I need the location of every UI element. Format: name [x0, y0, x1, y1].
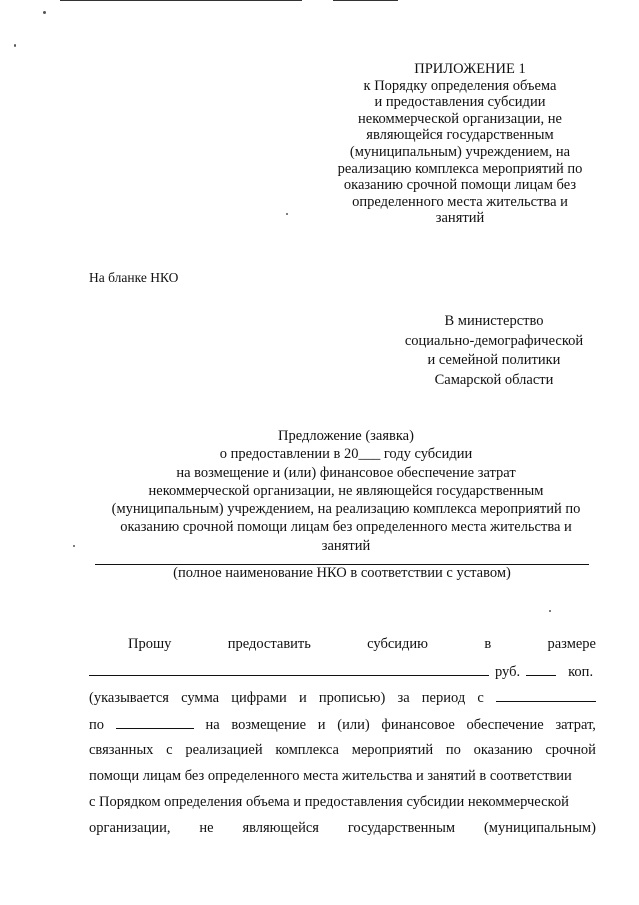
body-word: и	[317, 717, 326, 733]
body-word: период	[421, 690, 466, 706]
body-text-line: с Порядком определения объема и предоставления субсидии некоммерческой	[89, 794, 569, 810]
document-title	[88, 427, 604, 555]
kopeck-fill-line[interactable]	[526, 663, 556, 676]
title-line: (муниципальным) учреждением, на реализацию комплекса мероприятий по	[111, 501, 581, 518]
body-word: сумма	[181, 690, 220, 706]
body-word: на	[205, 717, 220, 733]
body-line-3	[89, 689, 596, 707]
body-word: не	[199, 820, 214, 836]
scan-speck	[73, 545, 75, 547]
period-start-fill-line[interactable]	[496, 689, 596, 702]
scan-speck	[549, 610, 551, 612]
body-word: возмещение	[231, 717, 307, 733]
addressee-line: и семейной политики	[427, 352, 561, 368]
addressee-line: социально-демографической	[404, 332, 584, 349]
appendix-header	[300, 61, 620, 227]
title-line: Предложение (заявка)	[278, 428, 414, 444]
appendix-line: к Порядку определения объема	[363, 77, 557, 94]
body-word: срочной	[545, 742, 596, 758]
body-word: (указывается	[89, 690, 169, 706]
appendix-line: оказанию срочной помощи лицам без	[343, 177, 577, 194]
appendix-line: определенного места жительства и	[352, 193, 568, 210]
addressee-block	[380, 312, 608, 390]
nko-name-caption: (полное наименование НКО в соответствии с уставом)	[173, 565, 511, 581]
body-text-line: помощи лицам без определенного места жительства и занятий в соответствии	[89, 768, 572, 784]
body-word: связанных	[89, 742, 154, 758]
body-word: финансовое	[381, 717, 455, 733]
body-word: оказанию	[473, 742, 533, 758]
body-line-6	[89, 768, 596, 785]
appendix-line: занятий	[435, 210, 485, 227]
appendix-heading: ПРИЛОЖЕНИЕ 1	[414, 61, 526, 77]
body-word: размере	[547, 636, 596, 652]
body-word: предоставить	[227, 636, 311, 652]
scan-speck	[286, 213, 288, 215]
body-word: организации,	[89, 820, 171, 836]
rub-label: руб.	[495, 664, 521, 680]
appendix-line: некоммерческой организации, не	[358, 110, 562, 127]
body-line-8	[89, 820, 596, 837]
body-word: являющейся	[242, 820, 319, 836]
body-word: с	[477, 690, 484, 706]
body-line-4	[89, 716, 596, 734]
body-line-2	[89, 663, 596, 681]
body-word: реализацией	[185, 742, 263, 758]
body-word: по	[445, 742, 461, 758]
title-line: занятий	[321, 537, 371, 554]
body-word: с	[166, 742, 173, 758]
body-word: цифрами	[231, 690, 287, 706]
scan-artifact-line	[60, 0, 302, 1]
body-word: по	[89, 717, 105, 733]
body-word: Прошу	[128, 636, 172, 652]
period-end-fill-line[interactable]	[116, 716, 194, 729]
scan-speck	[43, 11, 46, 14]
title-line: некоммерческой организации, не являющейся государственным	[148, 482, 544, 499]
body-word: субсидию	[367, 636, 429, 652]
kop-label: коп.	[568, 664, 594, 680]
body-word: (или)	[337, 717, 370, 733]
body-word: за	[397, 690, 410, 706]
addressee-line: Самарской области	[434, 371, 554, 388]
scan-speck	[14, 44, 16, 47]
amount-fill-line[interactable]	[89, 663, 489, 676]
body-line-1	[128, 636, 596, 653]
addressee-line: В министерство	[444, 313, 544, 329]
body-word: обеспечение	[466, 717, 544, 733]
title-line: оказанию срочной помощи лицам без определенного места жительства и	[120, 519, 572, 536]
title-line: на возмещение и (или) финансовое обеспечение затрат	[176, 464, 516, 481]
body-word: в	[484, 636, 492, 652]
appendix-line: реализацию комплекса мероприятий по	[337, 160, 583, 177]
body-word: и	[298, 690, 307, 706]
body-word: государственным	[347, 820, 456, 836]
letterhead-note: На бланке НКО	[89, 270, 179, 285]
body-word: комплекса	[275, 742, 339, 758]
body-line-7	[89, 794, 596, 811]
body-word: (муниципальным)	[483, 820, 596, 836]
title-line: о предоставлении в 20___ году субсидии	[219, 446, 473, 463]
body-word: прописью)	[318, 690, 386, 706]
appendix-line: и предоставления субсидии	[374, 94, 546, 111]
scan-artifact-line	[333, 0, 398, 1]
body-word: затрат,	[555, 717, 596, 733]
appendix-line: являющейся государственным	[366, 127, 554, 144]
body-word: мероприятий	[351, 742, 434, 758]
appendix-line: (муниципальным) учреждением, на	[349, 143, 571, 160]
body-line-5	[89, 742, 596, 759]
